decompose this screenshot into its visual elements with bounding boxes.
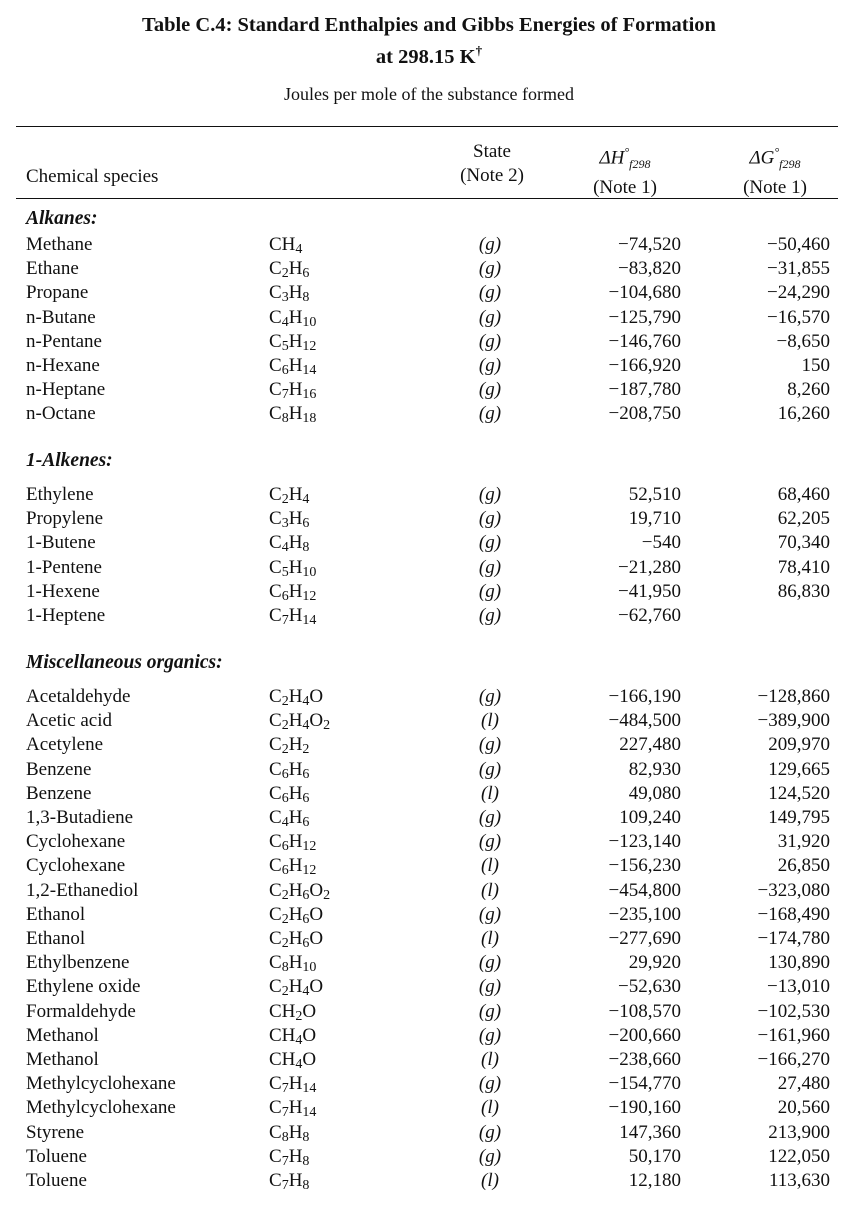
state-value: (l) [481, 879, 499, 901]
table-row [0, 1145, 858, 1169]
chemical-formula: $C_2H_6O$ [269, 903, 324, 927]
state-value: (g) [478, 234, 502, 255]
gibbs-value: −31,855 [767, 258, 830, 280]
chemical-formula: $C_7H_8$ [269, 1145, 310, 1169]
table-row [0, 507, 858, 531]
gibbs-value: −50,460 [767, 234, 830, 255]
table-row [0, 975, 858, 999]
state-value: (g) [478, 807, 502, 828]
table-row [0, 903, 858, 927]
table-row [0, 1000, 858, 1024]
species-name: Toluene [26, 1170, 87, 1191]
table-row [0, 1169, 858, 1193]
table-row [0, 580, 858, 604]
enthalpy-value: −52,630 [618, 976, 681, 998]
state-value: (g) [478, 605, 502, 626]
gibbs-value: −16,570 [767, 306, 830, 328]
species-name: Ethylene [26, 484, 94, 505]
header-enthalpy-note: (Note 1) [593, 177, 657, 199]
gibbs-sub: f298 [779, 157, 801, 172]
species-name: 1-Pentene [26, 556, 102, 578]
chemical-formula: $C_7H_{16}$ [269, 379, 317, 403]
gibbs-value: −174,780 [757, 928, 830, 949]
gibbs-value: 113,630 [768, 1170, 830, 1191]
species-name: Ethane [26, 258, 79, 280]
state-value: (g) [478, 484, 502, 505]
table-row [0, 709, 858, 733]
species-name: Cyclohexane [26, 855, 126, 877]
enthalpy-value: 109,240 [619, 807, 681, 828]
gibbs-value: −24,290 [767, 282, 830, 304]
table-row [0, 233, 858, 257]
chemical-formula: $C_4H_{10}$ [269, 306, 317, 330]
enthalpy-sub: f298 [629, 157, 651, 172]
enthalpy-value: −108,570 [608, 1000, 681, 1022]
chemical-formula: $C_2H_6$ [269, 258, 310, 282]
enthalpy-value: 19,710 [628, 508, 681, 530]
species-name: Methanol [26, 1024, 99, 1046]
enthalpy-value: −200,660 [608, 1024, 681, 1046]
gibbs-value: 130,890 [768, 952, 830, 974]
enthalpy-value: −277,690 [608, 928, 681, 949]
enthalpy-value: 147,360 [619, 1121, 681, 1143]
table-row [0, 330, 858, 354]
header-state-label: State [473, 141, 511, 162]
gibbs-symbol: ΔG [749, 147, 775, 169]
chemical-formula: $C_6H_{12}$ [269, 855, 317, 879]
title-line-2 [0, 38, 858, 70]
species-name: Methane [26, 234, 93, 255]
chemical-formula: $C_7H_8$ [269, 1170, 310, 1193]
chemical-formula: $CH_2O$ [269, 1000, 317, 1024]
gibbs-value: −161,960 [757, 1024, 830, 1046]
enthalpy-value: −187,780 [608, 379, 681, 401]
state-value: (g) [478, 903, 502, 925]
state-value: (l) [481, 782, 499, 804]
enthalpy-value: −21,280 [618, 556, 681, 578]
gibbs-value: 122,050 [768, 1145, 830, 1167]
state-value: (l) [481, 1170, 499, 1191]
enthalpy-value: −208,750 [608, 403, 681, 425]
state-value: (l) [481, 855, 499, 877]
gibbs-value: −389,900 [757, 710, 830, 732]
section-heading: Alkanes: [26, 208, 98, 229]
chemical-formula: $C_6H_{12}$ [269, 831, 317, 855]
chemical-formula: $C_4H_6$ [269, 807, 310, 830]
state-value: (g) [478, 580, 502, 602]
state-value: (l) [481, 1097, 499, 1119]
header-gibbs-note: (Note 1) [743, 177, 807, 199]
table-row [0, 733, 858, 757]
enthalpy-value: 12,180 [628, 1170, 681, 1191]
gibbs-value: 31,920 [777, 831, 830, 853]
state-value: (g) [478, 379, 502, 401]
table-title [0, 12, 858, 70]
species-name: Benzene [26, 758, 92, 780]
gibbs-value: −128,860 [757, 686, 830, 707]
species-name: n-Pentane [26, 330, 102, 352]
species-name: Ethylene oxide [26, 976, 141, 998]
gibbs-value: 68,460 [777, 484, 830, 505]
state-value: (g) [478, 330, 502, 352]
chemical-formula: $C_2H_4O_2$ [269, 710, 331, 734]
header-rule [16, 198, 838, 199]
table-row [0, 306, 858, 330]
state-value: (l) [481, 928, 499, 949]
table-row [0, 281, 858, 305]
table-row [0, 1048, 858, 1072]
gibbs-value: 129,665 [768, 758, 830, 780]
state-value: (g) [478, 1121, 502, 1143]
enthalpy-value: −125,790 [608, 306, 681, 328]
chemical-formula: $C_6H_{14}$ [269, 355, 317, 378]
state-value: (g) [478, 258, 502, 280]
gibbs-value: −166,270 [757, 1049, 830, 1070]
species-name: Ethanol [26, 928, 86, 949]
enthalpy-value: −238,660 [608, 1049, 681, 1070]
state-value: (g) [478, 952, 502, 974]
chemical-formula: $C_6H_{12}$ [269, 580, 317, 604]
header-state-note: (Note 2) [460, 165, 524, 186]
state-value: (g) [478, 355, 502, 376]
enthalpy-value: −540 [641, 532, 681, 554]
species-name: Styrene [26, 1121, 85, 1143]
species-name: Ethanol [26, 903, 86, 925]
gibbs-value: 213,900 [768, 1121, 830, 1143]
gibbs-value: −323,080 [757, 879, 830, 901]
table-row [0, 685, 858, 709]
state-value: (l) [481, 710, 499, 732]
species-name: 1-Heptene [26, 605, 106, 626]
gibbs-value: 149,795 [768, 807, 830, 828]
table-row [0, 1121, 858, 1145]
gibbs-value: 209,970 [768, 734, 830, 756]
chemical-formula: $C_5H_{10}$ [269, 556, 317, 580]
species-name: Propane [26, 282, 89, 304]
enthalpy-value: −454,800 [608, 879, 681, 901]
table-row [0, 879, 858, 903]
chemical-formula: $C_7H_{14}$ [269, 1073, 317, 1097]
species-name: Acetylene [26, 734, 104, 756]
state-value: (g) [478, 1073, 502, 1095]
chemical-formula: $CH_4O$ [269, 1024, 317, 1048]
state-value: (g) [478, 686, 502, 707]
gibbs-value: 124,520 [768, 782, 830, 804]
state-value: (g) [478, 976, 502, 998]
chemical-formula: $C_2H_4$ [269, 484, 310, 507]
chemical-formula: $C_6H_6$ [269, 758, 310, 782]
gibbs-value: 150 [801, 355, 830, 376]
table-row [0, 604, 858, 628]
table-row [0, 378, 858, 402]
species-name: Benzene [26, 782, 92, 804]
species-name: n-Octane [26, 403, 96, 425]
species-name: Cyclohexane [26, 831, 126, 853]
species-name: Propylene [26, 508, 104, 530]
dagger-mark: † [475, 43, 483, 58]
state-value: (g) [478, 306, 502, 328]
state-value: (g) [478, 532, 502, 554]
table-row [0, 782, 858, 806]
state-value: (g) [478, 1145, 502, 1167]
gibbs-value: −8,650 [776, 330, 830, 352]
enthalpy-value: −154,770 [608, 1073, 681, 1095]
enthalpy-value: −123,140 [608, 831, 681, 853]
enthalpy-value: 50,170 [628, 1145, 681, 1167]
enthalpy-value: 29,920 [628, 952, 681, 974]
species-name: 1,3-Butadiene [26, 807, 134, 828]
gibbs-value: −102,530 [757, 1000, 830, 1022]
species-name: Acetic acid [26, 710, 112, 732]
chemical-formula: $C_2H_4O$ [269, 976, 324, 1000]
species-name: Toluene [26, 1145, 87, 1167]
state-value: (g) [478, 1024, 502, 1046]
enthalpy-value: −156,230 [608, 855, 681, 877]
table-row [0, 1024, 858, 1048]
enthalpy-value: −83,820 [618, 258, 681, 280]
enthalpy-sup: ° [624, 145, 630, 159]
species-name: Methylcyclohexane [26, 1097, 176, 1119]
chemical-formula: $C_2H_6O$ [269, 928, 324, 951]
species-name: Methylcyclohexane [26, 1073, 176, 1095]
table-row [0, 354, 858, 378]
enthalpy-value: 49,080 [628, 782, 681, 804]
gibbs-value: 27,480 [777, 1073, 830, 1095]
enthalpy-value: −62,760 [618, 605, 681, 626]
gibbs-sup: ° [774, 145, 780, 159]
gibbs-value: 26,850 [777, 855, 830, 877]
section-heading: Miscellaneous organics: [26, 652, 223, 673]
gibbs-value: −13,010 [767, 976, 830, 998]
header-enthalpy [570, 140, 680, 200]
species-name: Methanol [26, 1049, 99, 1070]
header-gibbs-symbol [720, 140, 830, 176]
species-name: n-Butane [26, 306, 96, 328]
chemical-formula: $CH_4O$ [269, 1049, 317, 1072]
top-rule [16, 126, 838, 127]
enthalpy-value: −41,950 [618, 580, 681, 602]
state-value: (g) [478, 282, 502, 304]
species-name: 1,2-Ethanediol [26, 879, 139, 901]
gibbs-value: 62,205 [777, 508, 830, 530]
species-name: Formaldehyde [26, 1000, 136, 1022]
chemical-formula: $C_5H_{12}$ [269, 330, 317, 354]
species-name: Ethylbenzene [26, 952, 130, 974]
header-gibbs [720, 140, 830, 200]
enthalpy-value: 227,480 [619, 734, 681, 756]
title-line-2-text: at 298.15 K [375, 45, 476, 68]
gibbs-value: −168,490 [757, 903, 830, 925]
header-state [440, 140, 544, 188]
enthalpy-value: −235,100 [608, 903, 681, 925]
enthalpy-value: −74,520 [618, 234, 681, 255]
enthalpy-value: 52,510 [628, 484, 681, 505]
enthalpy-value: −484,500 [608, 710, 681, 732]
species-name: Acetaldehyde [26, 686, 131, 707]
state-value: (l) [481, 1049, 499, 1070]
table-row [0, 531, 858, 555]
table-row [0, 1096, 858, 1120]
table-row [0, 806, 858, 830]
table-row [0, 758, 858, 782]
chemical-formula: $C_3H_6$ [269, 508, 310, 532]
state-value: (g) [478, 1000, 502, 1022]
table-row [0, 951, 858, 975]
state-value: (g) [478, 403, 502, 425]
chemical-formula: $C_8H_8$ [269, 1121, 310, 1145]
chemical-formula: $C_6H_6$ [269, 782, 310, 806]
enthalpy-value: −104,680 [608, 282, 681, 304]
chemical-formula: $CH_4$ [269, 234, 303, 257]
chemical-formula: $C_2H_2$ [269, 734, 310, 758]
enthalpy-value: −190,160 [608, 1097, 681, 1119]
gibbs-value: 70,340 [777, 532, 830, 554]
table-subtitle: Joules per mole of the substance formed [284, 84, 574, 104]
state-value: (g) [478, 734, 502, 756]
enthalpy-symbol: ΔH [599, 147, 625, 169]
chemical-formula: $C_2H_4O$ [269, 686, 324, 709]
species-name: n-Heptane [26, 379, 106, 401]
enthalpy-value: 82,930 [628, 758, 681, 780]
chemical-formula: $C_2H_6O_2$ [269, 879, 331, 903]
chemical-formula: $C_8H_{18}$ [269, 403, 317, 427]
chemical-formula: $C_8H_{10}$ [269, 952, 317, 976]
table-row [0, 483, 858, 507]
state-value: (g) [478, 556, 502, 578]
chemical-formula: $C_7H_{14}$ [269, 1097, 317, 1121]
table-row [0, 927, 858, 951]
title-line-1: Table C.4: Standard Enthalpies and Gibbs Energies of Formation [142, 14, 716, 36]
table-row [0, 830, 858, 854]
enthalpy-value: −166,190 [608, 686, 681, 707]
section-heading: 1-Alkenes: [26, 450, 113, 471]
enthalpy-value: −146,760 [608, 330, 681, 352]
state-value: (g) [478, 831, 502, 853]
species-name: 1-Butene [26, 532, 96, 554]
species-name: 1-Hexene [26, 580, 100, 602]
table-row [0, 854, 858, 878]
table-row [0, 257, 858, 281]
table-row [0, 402, 858, 426]
table-row [0, 556, 858, 580]
gibbs-value: 8,260 [787, 379, 830, 401]
gibbs-value: 20,560 [777, 1097, 830, 1119]
table-row [0, 1072, 858, 1096]
state-value: (g) [478, 508, 502, 530]
enthalpy-value: −166,920 [608, 355, 681, 376]
chemical-formula: $C_3H_8$ [269, 282, 310, 306]
chemical-formula: $C_7H_{14}$ [269, 605, 317, 628]
header-enthalpy-symbol [570, 140, 680, 176]
gibbs-value: 86,830 [777, 580, 830, 602]
gibbs-value: 16,260 [777, 403, 830, 425]
chemical-formula: $C_4H_8$ [269, 532, 310, 556]
state-value: (g) [478, 758, 502, 780]
gibbs-value: 78,410 [777, 556, 830, 578]
species-name: n-Hexane [26, 355, 100, 376]
header-species: Chemical species [26, 166, 159, 187]
